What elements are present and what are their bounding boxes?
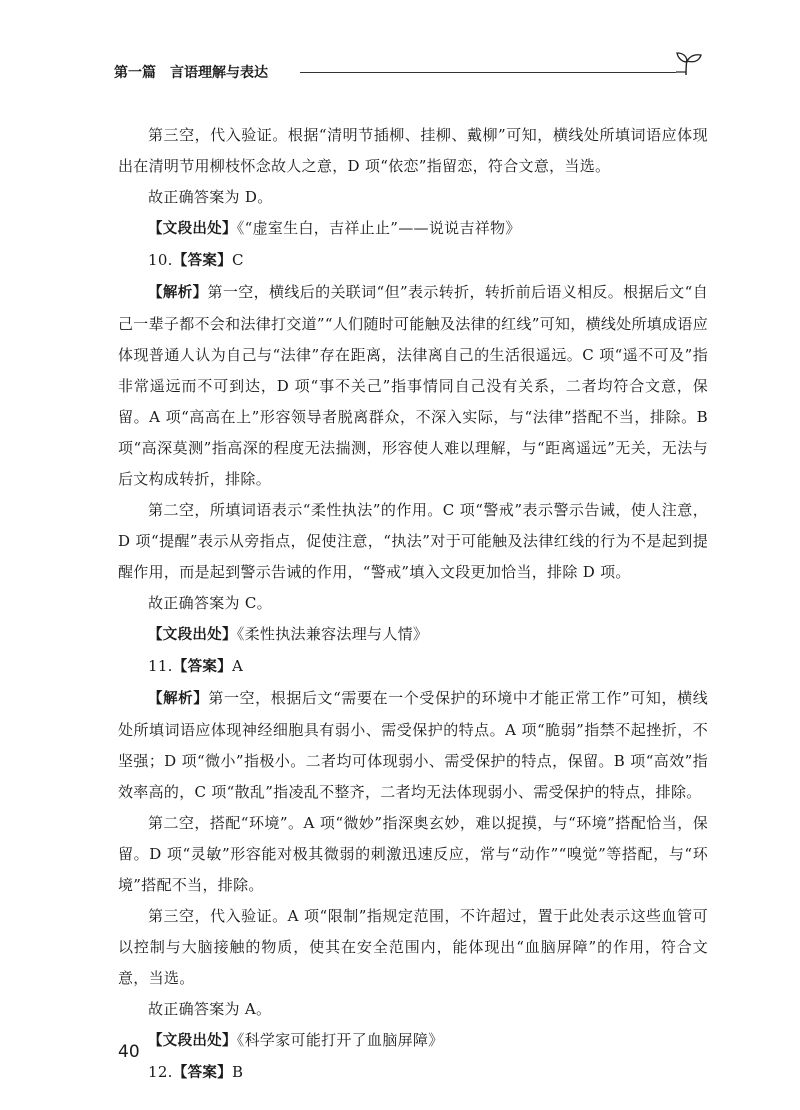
paragraph-answer-line: 故正确答案为 A。 [148, 1000, 272, 1018]
answer-value: C [231, 251, 244, 269]
header-chapter-title: 言语理解与表达 [170, 65, 268, 81]
answer-line-12 [118, 1057, 708, 1089]
paragraph: 第二空，搭配“环境”。A 项“微妙”指深奥玄妙，难以捉摸，与“环境”搭配恰当，保留。D 项“灵敏”形容能对极其微弱的刺激迅速反应，常与“动作”“嗅觉”等搭配，与“环境”搭配不当，排除。 [118, 814, 708, 894]
source-label: 【文段出处】 [148, 1033, 237, 1049]
source-line [118, 619, 708, 651]
header-part: 第一篇 [114, 65, 156, 81]
paragraph: 第二空，所填词语表示“柔性执法”的作用。C 项“警戒”表示警示告诫，使人注意，D 项“提醒”表示从旁指点，促使注意，“执法”对于可能触及法律红线的行为不是起到提醒作用，而是起到警示告诫的作用，“警戒”填入文段更加恰当，排除 D 项。 [118, 501, 708, 581]
source-label: 【文段出处】 [148, 221, 237, 237]
analysis-label: 【解析】 [148, 691, 209, 707]
source-text: 《柔性执法兼容法理与人情》 [236, 625, 429, 643]
answer-line-11 [118, 651, 708, 683]
header-rule [300, 72, 676, 73]
paragraph: 第三空，代入验证。A 项“限制”指规定范围，不许超过，置于此处表示这些血管可以控制与大脑接触的物质，使其在安全范围内，能体现出“血脑屏障”的作用，符合文意，当选。 [118, 907, 708, 987]
analysis-paragraph [118, 277, 708, 495]
question-number: 12. [148, 1063, 173, 1081]
answer-value: A [231, 657, 244, 675]
answer-label: 【答案】 [172, 1065, 232, 1081]
running-header [114, 58, 704, 88]
source-text: 《“虚室生白，吉祥止止”——说说吉祥物》 [236, 219, 521, 237]
question-number: 11. [148, 657, 173, 675]
answer-label: 【答案】 [172, 659, 232, 675]
analysis-text: 第一空，根据后文“需要在一个受保护的环境中才能正常工作”可知，横线处所填词语应体现神经细胞具有弱小、需受保护的特点。A 项“脆弱”指禁不起挫折，不坚强；D 项“微小”指极小。二者均可体现弱小、需受保护的特点，保留。B 项“高效”指效率高的，C 项“散乱”指凌乱不整齐，二者均无法体现弱小、需受保护的特点，排除。 [118, 689, 708, 801]
paragraph-answer-line: 故正确答案为 D。 [148, 188, 273, 206]
answer-line-10 [118, 245, 708, 277]
source-text: 《科学家可能打开了血脑屏障》 [236, 1031, 444, 1049]
page-number: 40 [118, 1042, 140, 1062]
sprout-icon [674, 50, 704, 80]
paragraph: 第三空，代入验证。根据“清明节插柳、挂柳、戴柳”可知，横线处所填词语应体现出在清明节用柳枝怀念故人之意，D 项“依恋”指留恋，符合文意，当选。 [118, 126, 708, 175]
paragraph-answer-line: 故正确答案为 C。 [148, 594, 272, 612]
analysis-paragraph [118, 683, 708, 808]
answer-label: 【答案】 [172, 253, 232, 269]
source-line [118, 1025, 708, 1057]
analysis-text: 第一空，横线后的关联词“但”表示转折，转折前后语义相反。根据后文“自己一辈子都不会和法律打交道”“人们随时可能触及法律的红线”可知，横线处所填成语应体现普通人认为自己与“法律”存在距离，法律离自己的生活很遥远。C 项“遥不可及”指非常遥远而不可到达，D 项“事不关己”指事情同自己没有关系，二者均符合文意，保留。A 项“高高在上”形容领导者脱离群众，不深入实际，与“法律”搭配不当，排除。B 项“高深莫测”指高深的程度无法揣测，形容使人难以理解，与“距离遥远”无关，无法与后文构成转折，排除。 [118, 283, 709, 488]
source-label: 【文段出处】 [148, 627, 237, 643]
answer-value: B [231, 1063, 244, 1081]
page-content [118, 120, 708, 1089]
header-title [114, 62, 282, 82]
analysis-label: 【解析】 [148, 285, 208, 301]
source-line [118, 213, 708, 245]
question-number: 10. [148, 251, 173, 269]
